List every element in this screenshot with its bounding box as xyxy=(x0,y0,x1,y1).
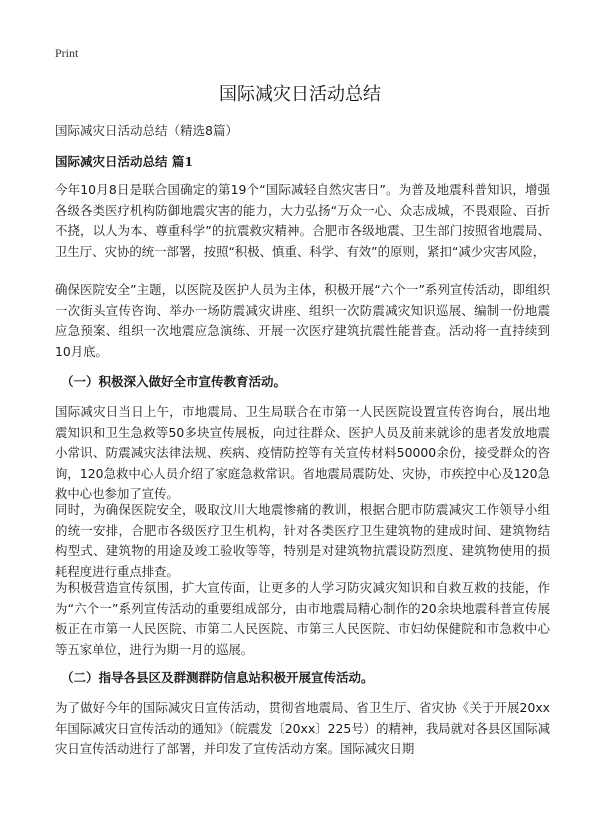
subheading: （二）指导各县区及群测群防信息站积极开展宣传活动。 xyxy=(61,670,374,685)
document-subtitle: 国际减灾日活动总结（精选8篇） xyxy=(55,123,238,138)
body-paragraph: 国际减灾日当日上午，市地震局、卫生局联合在市第一人民医院设置宣传咨询台，展出地震知识和卫生急救等50多块宣传展板，向过往群众、医护人员及前来就诊的患者发放地震小常识、防震减灾法律法规、疾病、疫情防控等有关宣传材料50000余份，接受群众的咨询，120急救中心人员介绍了家庭急救常识。省地震局震防处、灾协，市疾控中心及120急救中心也参加了宣传。 xyxy=(55,404,550,501)
body-paragraph: 为了做好今年的国际减灾日宣传活动，贯彻省地震局、省卫生厅、省灾协《关于开展20xx年国际减灾日宣传活动的通知》（皖震发〔20xx〕225号）的精神，我局就对各县区国际减灾日宣传活动进行了部署，并印发了宣传活动方案。国际减灾日期 xyxy=(55,700,550,756)
body-paragraph: 今年10月8日是联合国确定的第19个“国际减轻自然灾害日”。为普及地震科普知识，增强各级各类医疗机构防御地震灾害的能力，大力弘扬“万众一心、众志成城，不畏艰险、百折不挠，以人为本、尊重科学”的抗震救灾精神。合肥市各级地震、卫生部门按照省地震局、卫生厅、灾协的统一部署，按照“积极、慎重、科学、有效”的原则，紧扣“减少灾害风险， xyxy=(55,182,550,259)
page-title: 国际减灾日活动总结 xyxy=(219,84,381,105)
body-paragraph: 同时，为确保医院安全，吸取汶川大地震惨痛的教训，根据合肥市防震减灾工作领导小组的统一安排，合肥市各级医疗卫生机构，针对各类医疗卫生建筑物的建成时间、建筑物结构型式、建筑物的用途及竣工验收等等，特别是对建筑物抗震设防烈度、建筑物使用的损耗程度进行重点排查。 xyxy=(55,502,550,579)
section-title: 国际减灾日活动总结 篇1 xyxy=(55,154,194,169)
body-paragraph: 为积极营造宣传氛围，扩大宣传面，让更多的人学习防灾减灾知识和自救互救的技能，作为“六个一”系列宣传活动的重要组成部分，由市地震局精心制作的20余块地震科普宣传展板正在市第一人民医院、市第二人民医院、市第三人民医院、市妇幼保健院和市急救中心等五家单位，进行为期一月的巡展。 xyxy=(55,580,550,657)
body-paragraph: 确保医院安全”主题，以医院及医护人员为主体，积极开展“六个一”系列宣传活动，即组织一次街头宣传咨询、举办一场防震减灾讲座、组织一次防震减灾知识巡展、编制一份地震应急预案、组织一次地震应急演练、开展一次医疗建筑抗震性能普查。活动将一直持续到10月底。 xyxy=(55,282,550,359)
print-link[interactable]: Print xyxy=(55,46,79,60)
subheading: （一）积极深入做好全市宣传教育活动。 xyxy=(61,374,287,389)
